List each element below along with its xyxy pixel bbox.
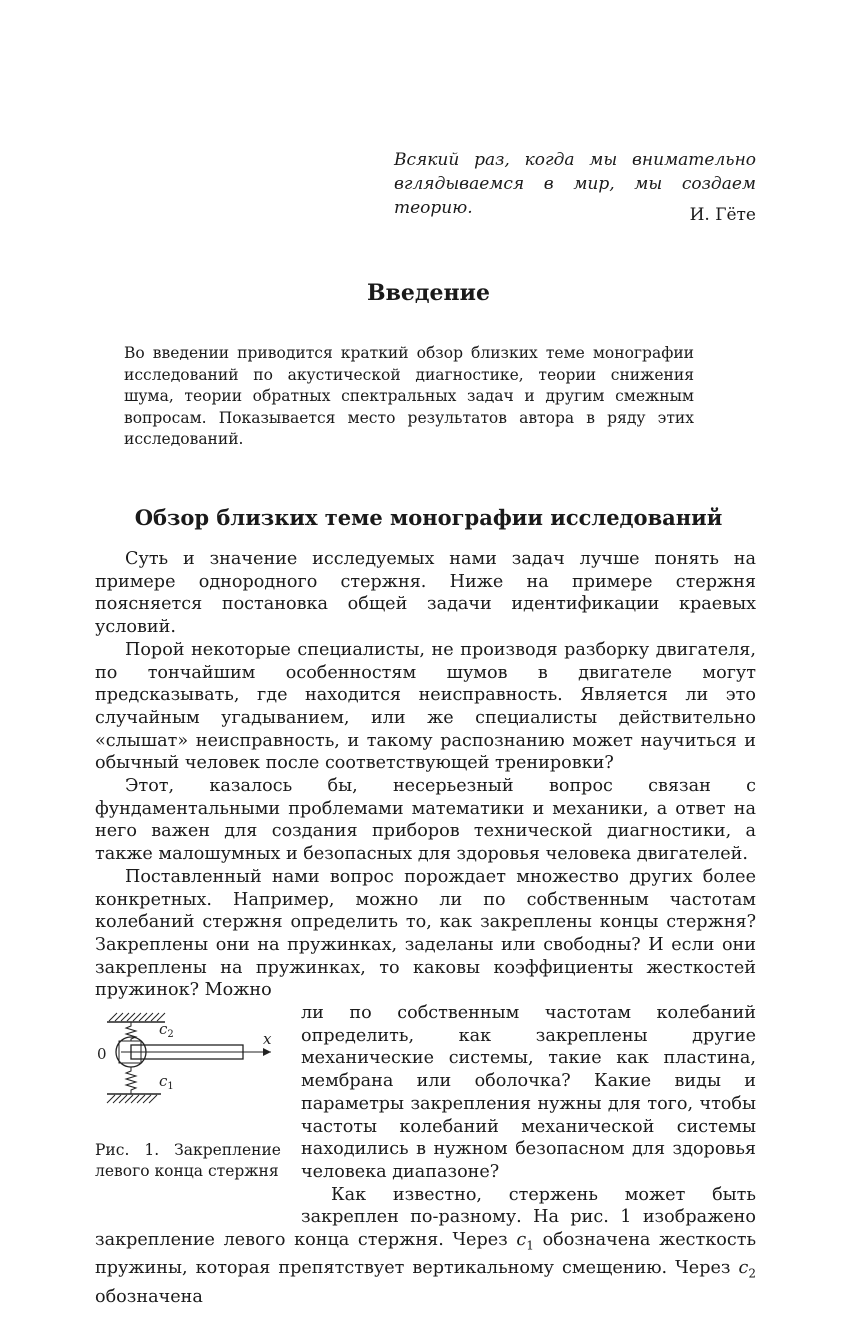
paragraph-4-start: Поставленный нами вопрос порождает множество других более конкретных. Например, можно ли по собственным частотам колебаний стержня определить то, как закреплены концы стержня? Закреплены они на пружинках, заделаны или свободны? И если они закреплены на пружинках, то каковы коэффициенты жесткостей пружинок? Можно bbox=[95, 866, 756, 1001]
label-c1: $c_1$ bbox=[159, 1072, 174, 1093]
figure-1 bbox=[95, 1002, 285, 1208]
bottom-wall-hatch bbox=[107, 1095, 157, 1103]
paragraph-3: Этот, казалось бы, несерьезный вопрос связан с фундаментальными проблемами математики и механики, а ответ на него важен для создания приборов технической диагностики, а также малошумных и безопасных для здоровья человека двигателей. bbox=[95, 776, 756, 865]
top-wall-hatch bbox=[109, 1013, 165, 1021]
symbol-c2: $c_2$ bbox=[738, 1258, 757, 1281]
epigraph-author: И. Гёте bbox=[689, 205, 756, 225]
intro-abstract: Во введении приводится краткий обзор близких теме монографии исследований по акустической диагностике, теории снижения шума, теории обратных спектральных задач и другим смежным вопросам. Показывается место результатов автора в ряду этих исследований. bbox=[124, 344, 694, 448]
paragraph-4-end: ли по собственным частотам колебаний определить, как закреплены другие механические системы, такие как пластина, мембрана или оболочка? Какие виды и параметры закрепления нужны для того, чтобы частоты колебаний механической системы находились в нужном безопасном для здоровья человека диапазоне? bbox=[301, 1003, 756, 1182]
rod-fixation-diagram bbox=[95, 1002, 285, 1132]
label-x: x bbox=[263, 1030, 272, 1049]
paragraph-2: Порой некоторые специалисты, не производя разборку двигателя, по тончайшим особенностям шумов в двигателе могут предсказывать, где находится неисправность. Является ли это случайным угадыванием, или же специалисты действительно «слышат» неисправность, и такому распознанию может научиться и обычный человек после соответствующей тренировки? bbox=[95, 639, 756, 774]
label-origin: 0 bbox=[97, 1045, 107, 1064]
label-c2: $c_2$ bbox=[159, 1020, 174, 1041]
section-title: Обзор близких теме монографии исследований bbox=[134, 505, 723, 530]
epigraph-quote: Всякий раз, когда мы внимательно вглядываемся в мир, мы создаем теорию. bbox=[394, 150, 756, 218]
spring-c1 bbox=[126, 1067, 136, 1094]
paragraph-5-start: Как известно, стержень может быть закреплен по-разному. На рис. 1 изображено закрепление левого конца стержня. Через bbox=[95, 1184, 756, 1251]
paragraph-5-mid2: обозначена bbox=[95, 1286, 203, 1307]
paragraph-1: Суть и значение исследуемых нами задач лучше понять на примере однородного стержня. Ниже на примере стержня поясняется постановка общей задачи идентификации краевых условий. bbox=[95, 549, 756, 638]
intro-title: Введение bbox=[367, 280, 490, 306]
figure-caption: Рис. 1. Закрепление левого конца стержня bbox=[95, 1141, 281, 1181]
symbol-c1: $c_1$ bbox=[516, 1230, 534, 1253]
x-axis-arrow-icon bbox=[263, 1048, 271, 1056]
paragraph-5-mid1: обозначена жесткость пружины, которая препятствует вертикальному смещению. Через bbox=[95, 1230, 757, 1279]
body-text bbox=[95, 548, 756, 1308]
spring-c2 bbox=[126, 1022, 136, 1041]
